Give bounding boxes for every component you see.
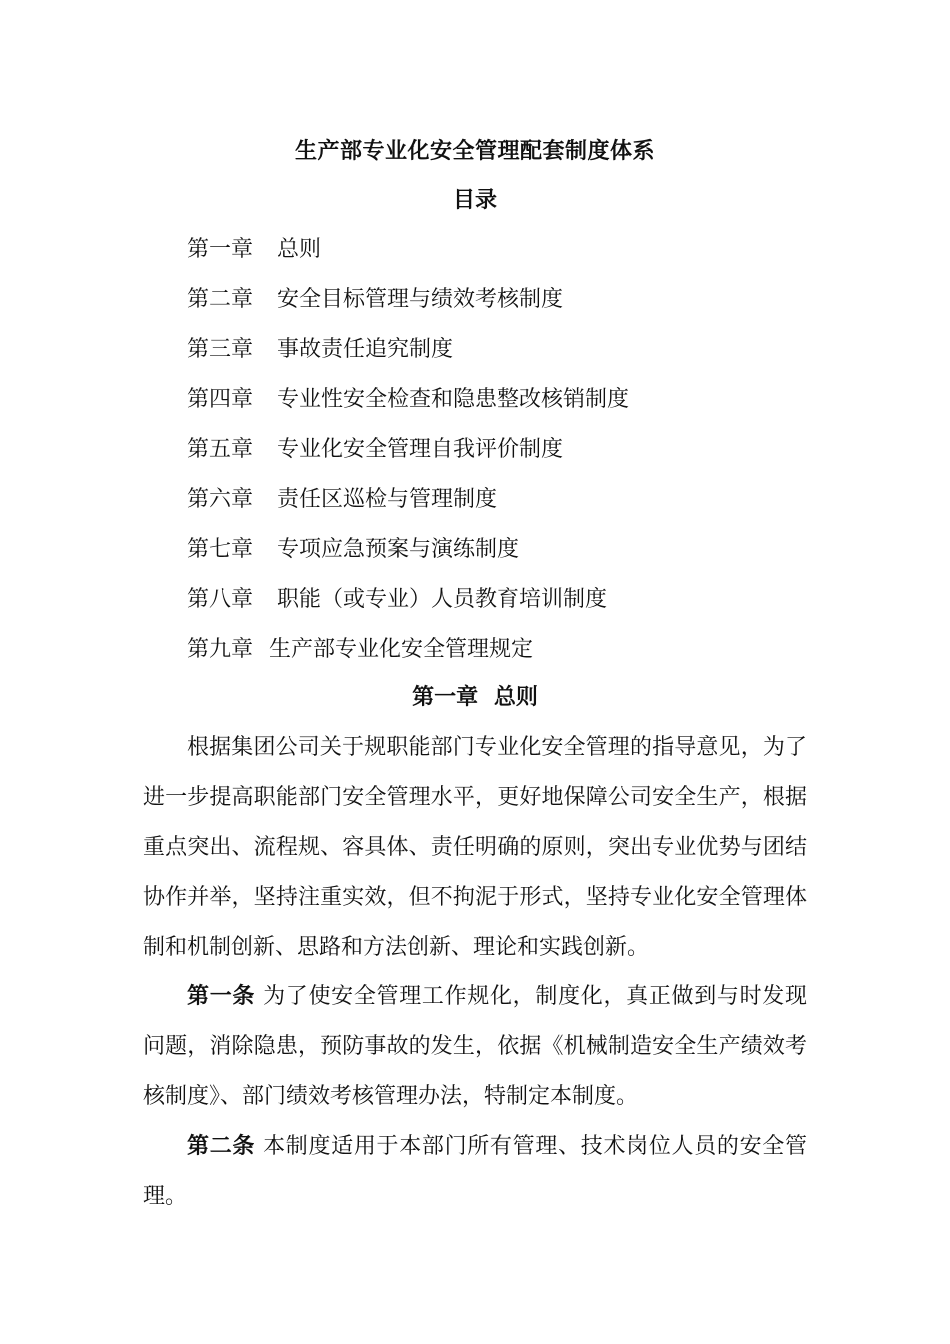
toc-chapter-number: 第四章	[187, 387, 254, 412]
toc-item	[187, 482, 629, 532]
toc-chapter-number: 第八章	[187, 587, 254, 612]
article-paragraph	[143, 972, 807, 1122]
toc-item	[187, 282, 629, 332]
toc-chapter-number: 第一章	[187, 237, 254, 262]
toc-chapter-name: 专业性安全检查和隐患整改核销制度	[277, 387, 630, 412]
toc-chapter-number: 第七章	[187, 537, 254, 562]
toc-chapter-name: 责任区巡检与管理制度	[277, 487, 498, 512]
article-text: 本制度适用于本部门所有管理、技术岗位人员的安全管理。	[143, 1134, 807, 1209]
toc-chapter-number: 第九章	[187, 637, 254, 662]
intro-paragraph: 根据集团公司关于规职能部门专业化安全管理的指导意见，为了进一步提高职能部门安全管理水平，更好地保障公司安全生产，根据重点突出、流程规、容具体、责任明确的原则，突出专业优势与团结协作并举，坚持注重实效，但不拘泥于形式，坚持专业化安全管理体制和机制创新、思路和方法创新、理论和实践创新。	[143, 735, 807, 960]
document-title: 生产部专业化安全管理配套制度体系	[294, 139, 655, 164]
toc-item	[187, 432, 629, 482]
toc-chapter-number: 第二章	[187, 287, 254, 312]
toc-chapter-number: 第六章	[187, 487, 254, 512]
toc-chapter-name: 专项应急预案与演练制度	[277, 537, 520, 562]
toc-item	[187, 232, 629, 282]
toc-item	[187, 332, 629, 382]
toc-item	[187, 582, 629, 632]
toc-chapter-name: 生产部专业化安全管理规定	[269, 637, 534, 662]
toc-item	[187, 532, 629, 582]
article-label: 第一条	[187, 984, 256, 1009]
toc-heading: 目录	[452, 188, 497, 213]
article-text: 为了使安全管理工作规化，制度化，真正做到与时发现问题，消除隐患，预防事故的发生，依据《机械制造安全生产绩效考核制度》、部门绩效考核管理办法，特制定本制度。	[143, 984, 807, 1109]
table-of-contents	[187, 232, 629, 682]
toc-chapter-number: 第五章	[187, 437, 254, 462]
toc-chapter-name: 专业化安全管理自我评价制度	[277, 437, 564, 462]
article-paragraph	[143, 1122, 807, 1222]
chapter-heading: 第一章 总则	[412, 685, 538, 710]
toc-chapter-name: 职能（或专业）人员教育培训制度	[277, 587, 608, 612]
toc-chapter-name: 事故责任追究制度	[277, 337, 454, 362]
toc-item	[187, 382, 629, 432]
toc-chapter-name: 总则	[277, 237, 322, 262]
toc-chapter-name: 安全目标管理与绩效考核制度	[277, 287, 564, 312]
article-label: 第二条	[187, 1134, 256, 1159]
toc-chapter-number: 第三章	[187, 337, 254, 362]
toc-item	[187, 632, 629, 682]
